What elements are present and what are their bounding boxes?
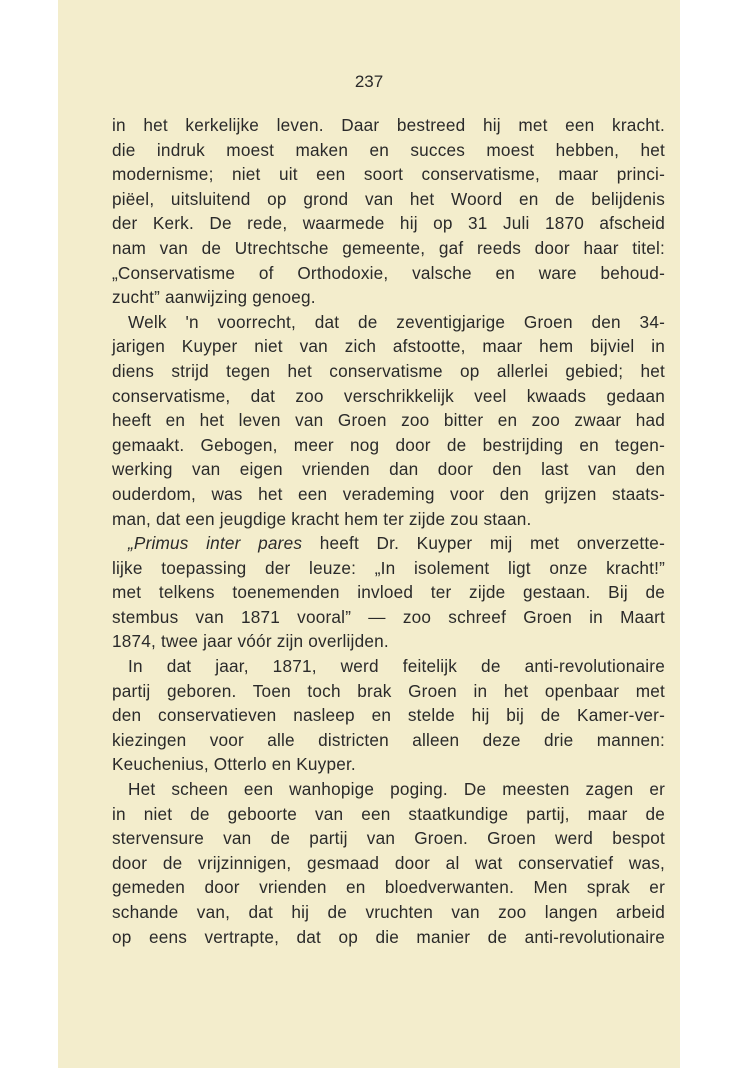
page-number: 237 [354, 72, 384, 91]
text-line: kiezingen voor alle districten alleen deze drie mannen: [112, 729, 665, 750]
text-line: conservatisme, dat zoo verschrikkelijk veel kwaads gedaan [112, 385, 665, 406]
text-line: lijke toepassing der leuze: „In isolement ligt onze kracht!” [112, 557, 665, 578]
text-line: jarigen Kuyper niet van zich afstootte, maar hem bijviel in [112, 336, 665, 357]
text-line: „Conservatisme of Orthodoxie, valsche en ware behoud- [112, 262, 665, 283]
text-line: partij geboren. Toen toch brak Groen in het openbaar met [112, 680, 665, 701]
text-line: 1874, twee jaar vóór zijn overlijden. [112, 631, 389, 652]
paragraph-4 [112, 654, 665, 777]
text-fragment: heeft Dr. Kuyper mij met onverzette- [302, 533, 665, 554]
text-line: in niet de geboorte van een staatkundige partij, maar de [112, 803, 665, 824]
body-text [112, 113, 665, 949]
text-line: diens strijd tegen het conservatisme op allerlei gebied; het [112, 360, 665, 381]
book-page [58, 0, 680, 1068]
paragraph-3 [112, 531, 665, 654]
text-line: stervensure van de partij van Groen. Groen werd bespot [112, 828, 665, 849]
text-line: Keuchenius, Otterlo en Kuyper. [112, 754, 356, 775]
text-line: stembus van 1871 vooral” — zoo schreef Groen in Maart [112, 606, 665, 627]
text-line: Het scheen een wanhopige poging. De meesten zagen er [128, 779, 665, 800]
text-line: In dat jaar, 1871, werd feitelijk de anti-revolutionaire [128, 656, 665, 677]
paragraph-2 [112, 310, 665, 531]
text-line: heeft en het leven van Groen zoo bitter en zoo zwaar had [112, 410, 665, 431]
text-line: piëel, uitsluitend op grond van het Woord en de belijdenis [112, 188, 665, 209]
text-line: door de vrijzinnigen, gesmaad door al wat conservatief was, [112, 852, 665, 873]
text-line: gemeden door vrienden en bloedverwanten. Men sprak er [112, 877, 665, 898]
text-line: modernisme; niet uit een soort conservatisme, maar princi- [112, 164, 665, 185]
text-line: gemaakt. Gebogen, meer nog door de bestrijding en tegen- [112, 434, 665, 455]
text-line: schande van, dat hij de vruchten van zoo langen arbeid [112, 902, 665, 922]
text-line [112, 531, 665, 556]
text-line: ouderdom, was het een verademing voor den grijzen staats- [112, 483, 665, 504]
text-line: in het kerkelijke leven. Daar bestreed hij met een kracht. [112, 115, 665, 135]
text-line: werking van eigen vrienden dan door den last van den [112, 459, 665, 480]
text-line: nam van de Utrechtsche gemeente, gaf reeds door haar titel: [112, 237, 665, 258]
text-line: der Kerk. De rede, waarmede hij op 31 Juli 1870 afscheid [112, 213, 665, 234]
italic-quote: „Primus inter pares [128, 533, 303, 554]
text-line: met telkens toenemenden invloed ter zijde gestaan. Bij de [112, 582, 665, 603]
text-line: op eens vertrapte, dat op die manier de anti-revolutionaire [112, 926, 665, 947]
text-line: die indruk moest maken en succes moest hebben, het [112, 139, 665, 160]
text-line: man, dat een jeugdige kracht hem ter zijde zou staan. [112, 508, 532, 529]
text-line: Welk 'n voorrecht, dat de zeventigjarige Groen den 34- [128, 311, 665, 332]
paragraph-5 [112, 777, 665, 949]
text-line: den conservatieven nasleep en stelde hij bij de Kamer-ver- [112, 705, 665, 726]
text-line: zucht” aanwijzing genoeg. [112, 287, 316, 308]
paragraph-1 [112, 113, 665, 310]
